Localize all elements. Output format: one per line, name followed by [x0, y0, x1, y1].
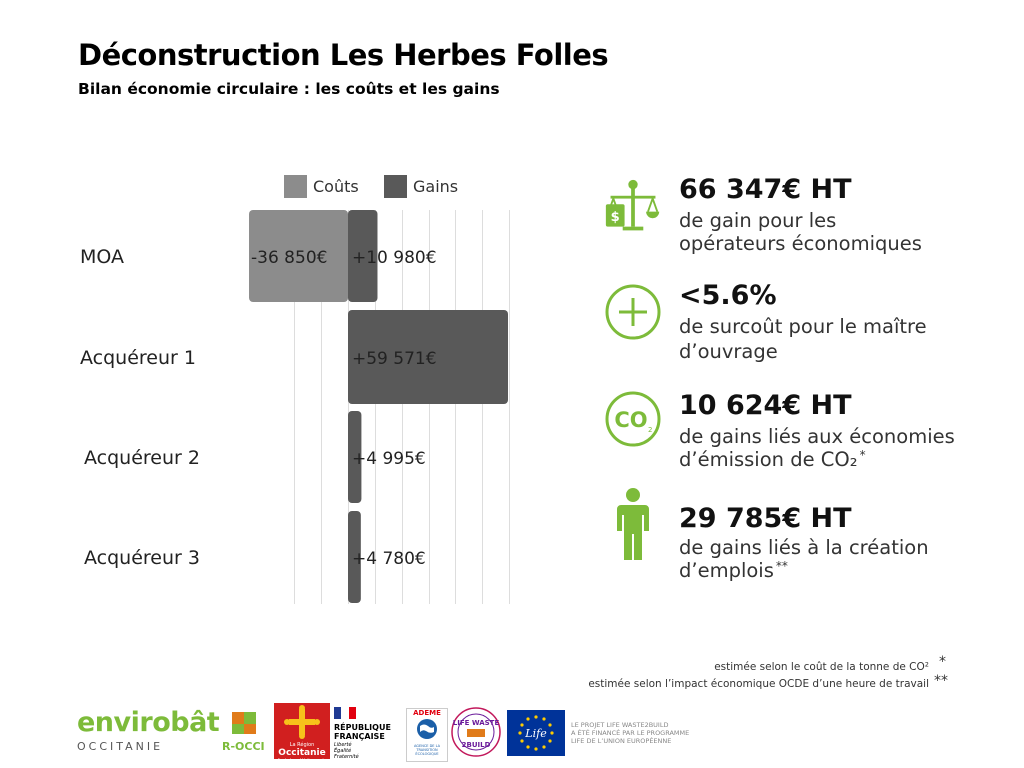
rocci-emblem-icon: [230, 710, 260, 736]
co2-icon: [604, 390, 662, 448]
data-label-gain-0: +10 980€: [352, 248, 437, 268]
ademe-logo-text: ADEME: [413, 709, 441, 717]
region-logo-top: La Région: [289, 742, 315, 748]
french-flag-icon: [334, 707, 356, 719]
rf-line1: RÉPUBLIQUE: [334, 723, 391, 732]
stat-jobs-footnote-mark: **: [775, 559, 788, 573]
balance-icon: [604, 178, 662, 236]
project-funding-text: [571, 721, 689, 745]
republique-francaise-logo: [334, 704, 398, 760]
category-label-1: Acquéreur 1: [80, 347, 196, 369]
eu-life-logo: [507, 710, 565, 756]
footnote-jobs-mark: **: [934, 673, 948, 689]
rf-line3: Liberté: [334, 742, 352, 748]
category-label-2: Acquéreur 2: [84, 447, 200, 469]
stat-surcout-value: <5.6%: [679, 280, 777, 311]
stat-jobs-line2: d’emplois: [679, 559, 774, 582]
occitan-cross-icon: [274, 703, 330, 739]
ademe-logo: [406, 708, 448, 762]
envirobat-logo-text: envirobât: [77, 707, 220, 738]
stat-jobs-line2-wrap: [679, 559, 788, 582]
stat-gain-operators-value: 66 347€ HT: [679, 174, 852, 205]
legend-label-costs: Coûts: [313, 177, 359, 196]
data-label-gain-2: +4 995€: [352, 449, 426, 469]
project-line1: LE PROJET LIFE WASTE2BUILD: [571, 721, 669, 729]
person-icon: [604, 488, 662, 562]
svg-text:2: 2: [648, 426, 653, 434]
eu-life-text: Life: [525, 727, 547, 740]
rf-line2: FRANÇAISE: [334, 732, 385, 741]
stat-jobs-value: 29 785€ HT: [679, 503, 852, 534]
data-label-gain-1: +59 571€: [352, 349, 437, 369]
stat-co2-line1: de gains liés aux économies: [679, 425, 955, 448]
stat-surcout-line2: d’ouvrage: [679, 340, 778, 363]
envirobat-logo: [77, 708, 222, 758]
stat-jobs-line1: de gains liés à la création: [679, 536, 929, 559]
stat-co2-value: 10 624€ HT: [679, 390, 852, 421]
project-line2: A ÉTÉ FINANCÉ PAR LE PROGRAMME: [571, 729, 690, 737]
rf-line4: Égalité: [334, 748, 352, 754]
project-line3: LIFE DE L’UNION EUROPÉENNE: [571, 737, 672, 745]
rf-line5: Fraternité: [334, 754, 359, 760]
ademe-globe-icon: [407, 718, 447, 740]
legend-label-gains: Gains: [413, 177, 459, 196]
envirobat-logo-sub: OCCITANIE: [77, 740, 164, 753]
data-label-gain-3: +4 780€: [352, 549, 426, 569]
rocci-logo: [222, 710, 268, 758]
stat-gain-operators-line1: de gain pour les: [679, 209, 837, 232]
rocci-logo-text: R-OCCI: [222, 740, 265, 753]
svg-text:$: $: [610, 210, 620, 226]
footnote-co2-mark: *: [939, 654, 946, 670]
svg-text:CO: CO: [614, 408, 648, 432]
plus-circle-icon: [604, 283, 662, 341]
stat-co2-line2: d’émission de CO₂: [679, 448, 858, 471]
page-subtitle: Bilan économie circulaire : les coûts et les gains: [78, 80, 500, 98]
category-label-3: Acquéreur 3: [84, 547, 200, 569]
lw-top-text: LIFE WASTE: [452, 719, 500, 727]
stat-co2-footnote-mark: *: [859, 448, 866, 462]
stat-surcout-line1: de surcoût pour le maître: [679, 315, 927, 338]
stat-co2-line2-wrap: [679, 448, 866, 471]
region-logo-name: Occitanie: [278, 748, 326, 758]
page-title: Déconstruction Les Herbes Folles: [78, 38, 609, 72]
life-waste2build-logo: [450, 705, 502, 759]
ademe-sub3: ÉCOLOGIQUE: [415, 752, 439, 756]
bar-chart: [0, 0, 560, 620]
category-label-0: MOA: [80, 246, 125, 268]
region-logo-sub: Pyrénées · Méditerranée: [277, 758, 327, 763]
occitanie-region-logo: [274, 703, 330, 763]
data-label-cost-0: -36 850€: [251, 248, 328, 268]
ademe-sub1: AGENCE DE LA: [413, 744, 441, 748]
ademe-sub2: TRANSITION: [416, 748, 438, 752]
footnote-co2: estimée selon le coût de la tonne de CO²: [714, 661, 929, 673]
lw-bottom-text: 2BUILD: [461, 741, 491, 749]
footnote-jobs: estimée selon l’impact économique OCDE d’une heure de travail: [588, 678, 929, 690]
stat-gain-operators-line2: opérateurs économiques: [679, 232, 922, 255]
